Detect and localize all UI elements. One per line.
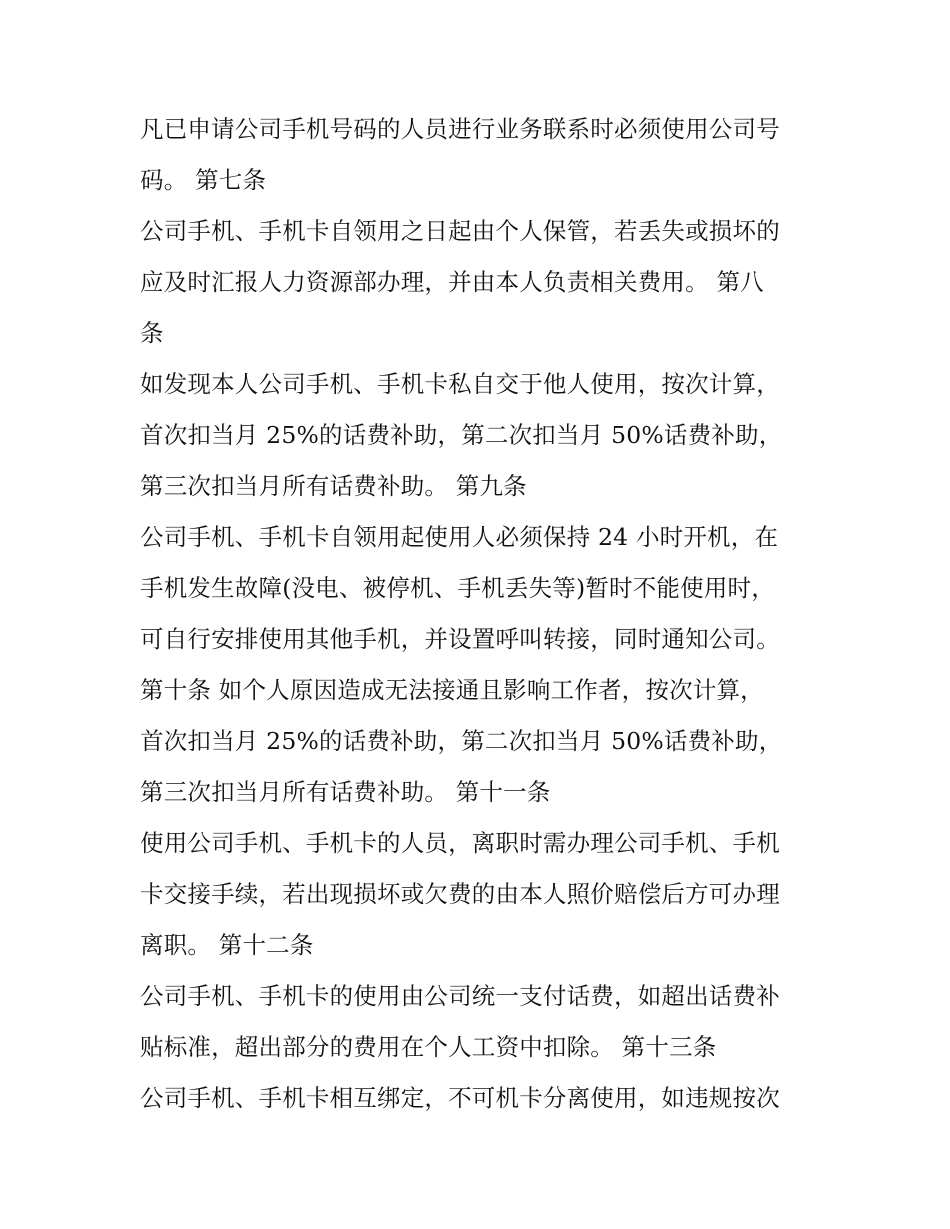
text-line: 卡交接手续，若出现损坏或欠费的由本人照价赔偿后方可办理	[140, 880, 780, 908]
text-line: 凡已申请公司手机号码的人员进行业务联系时必须使用公司号	[140, 115, 780, 143]
text-line: 首次扣当月 25%的话费补助，第二次扣当月 50%话费补助，	[140, 421, 783, 449]
text-line: 公司手机、手机卡自领用起使用人必须保持 24 小时开机，在	[140, 523, 779, 551]
text-line: 离职。 第十二条	[140, 931, 314, 959]
text-line: 可自行安排使用其他手机，并设置呼叫转接，同时通知公司。	[140, 625, 780, 653]
text-line: 第十条 如个人原因造成无法接通且影响工作者，按次计算，	[140, 676, 764, 704]
text-line: 贴标准，超出部分的费用在个人工资中扣除。 第十三条	[140, 1033, 717, 1061]
text-line: 公司手机、手机卡相互绑定，不可机卡分离使用，如违规按次	[140, 1084, 780, 1112]
text-line: 如发现本人公司手机、手机卡私自交于他人使用，按次计算，	[140, 370, 780, 398]
text-line: 首次扣当月 25%的话费补助，第二次扣当月 50%话费补助，	[140, 727, 783, 755]
text-line: 应及时汇报人力资源部办理，并由本人负责相关费用。 第八	[140, 268, 764, 296]
text-line: 公司手机、手机卡的使用由公司统一支付话费，如超出话费补	[140, 982, 780, 1010]
text-line: 条	[140, 319, 164, 347]
text-line: 公司手机、手机卡自领用之日起由个人保管，若丢失或损坏的	[140, 217, 780, 245]
document-body	[140, 104, 830, 1124]
text-line: 第三次扣当月所有话费补助。 第十一条	[140, 778, 551, 806]
text-line: 第三次扣当月所有话费补助。 第九条	[140, 472, 527, 500]
text-line: 码。 第七条	[140, 166, 267, 194]
text-line: 使用公司手机、手机卡的人员，离职时需办理公司手机、手机	[140, 829, 780, 857]
text-line: 手机发生故障(没电、被停机、手机丢失等)暂时不能使用时，	[140, 574, 775, 602]
